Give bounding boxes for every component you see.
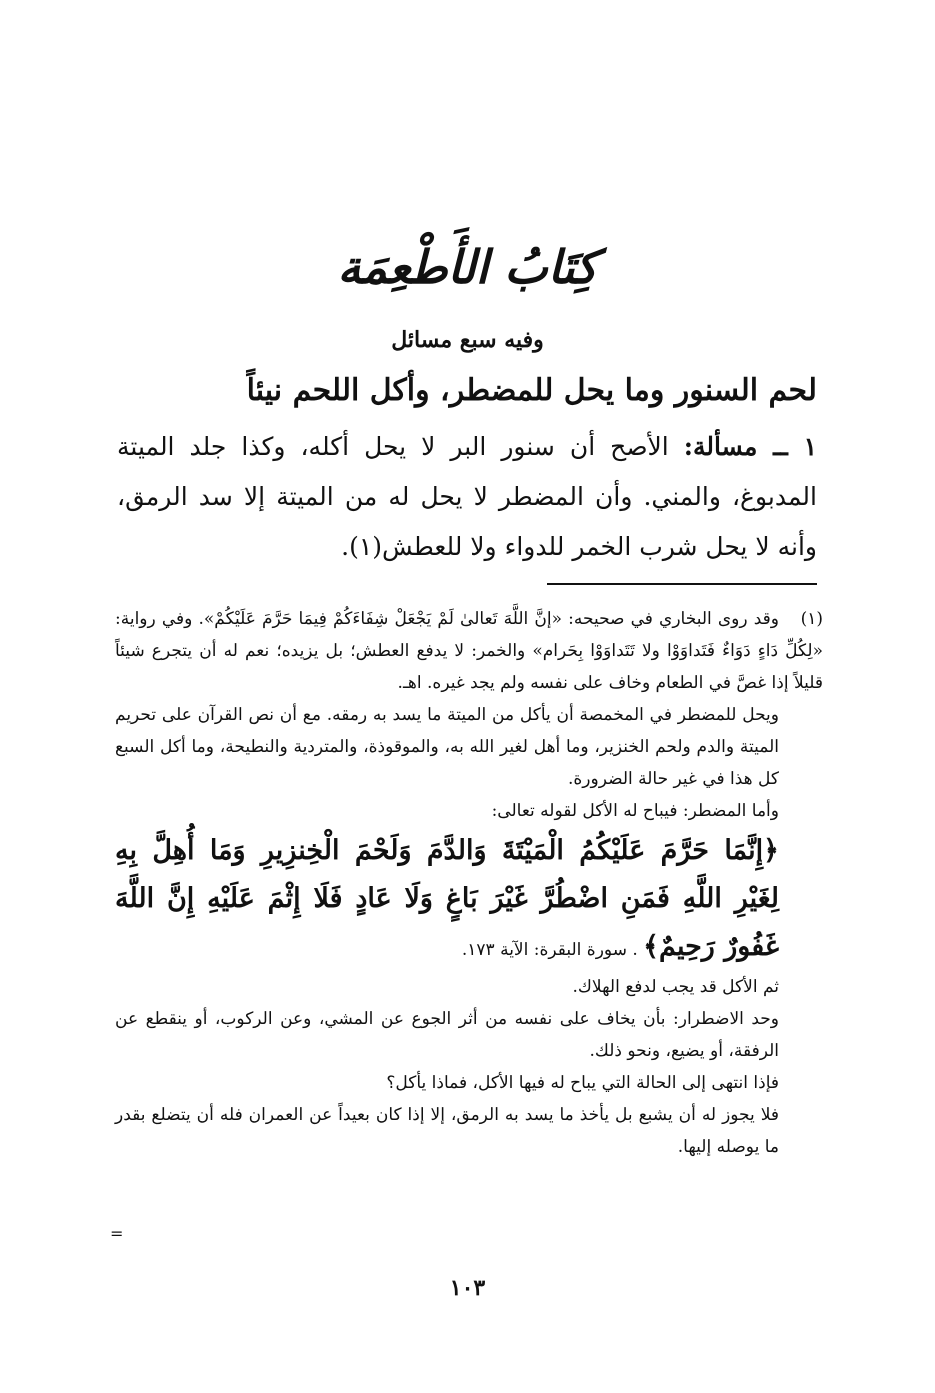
footnote-text: وقد روى البخاري في صحيحه: «إنَّ اللَّهَ تَعالىٰ لَمْ يَجْعَلْ شِفَاءَكُمْ فِيمَا حَرَّمَ عَلَيْكُمْ». وفي رواية: «لِكُلِّ دَاءٍ دَوَاءٌ فَتَداوَوْا ولا تَتَداوَوْا بِحَرام» والخمر: لا يدفع العطش؛ بل يزيده؛ نعم له أن يتجرع شيئاً قليلاً إذا غصَّ في الطعام وخاف على نفسه ولم يجد غيره. اهـ. [115,609,823,693]
footnote-paragraph [115,603,823,699]
footnote-paragraph: فلا يجوز له أن يشبع بل يأخذ ما يسد به الرمق، إلا إذا كان بعيداً عن العمران فله أن يتضلع بقدر ما يوصله إليها. [115,1105,779,1157]
footnote-paragraph: ويحل للمضطر في المخمصة أن يأكل من الميتة ما يسد به رمقه. مع أن نص القرآن على تحريم الميتة والدم ولحم الخنزير، وما أهل لغير الله به، والموقوذة، والمتردية والنطيحة، وما أكل السبع كل هذا في غير حالة الضرورة. [115,705,779,789]
footnote-separator [547,583,817,585]
footnote-paragraph: وأما المضطر: فيباح له الأكل لقوله تعالى: [491,801,779,821]
continuation-mark: = [110,1224,124,1243]
footnote-paragraph: ثم الأكل قد يجب لدفع الهلاك. [572,977,779,997]
footnote-number: (١) [800,609,823,629]
quran-reference: . سورة البقرة: الآية ١٧٣. [461,940,638,960]
footnotes-block [115,603,823,1163]
footnote-paragraph: فإذا انتهى إلى الحالة التي يباح له فيها الأكل، فماذا يأكل؟ [386,1073,779,1093]
footnote-paragraph: وحد الاضطرار: بأن يخاف على نفسه من أثر الجوع عن المشي، وعن الركوب، أو ينقطع عن الرفقة، أو يضيع، ونحو ذلك. [115,1009,779,1061]
page-number: ١٠٣ [449,1275,486,1301]
quran-verse-paragraph [115,827,823,971]
issue-text: الأصح أن سنور البر لا يحل أكله، وكذا جلد الميتة المدبوغ، والمني. وأن المضطر لا يحل له من الميتة إلا سد الرمق، وأنه لا يحل شرب الخمر للدواء ولا للعطش(١). [117,432,817,561]
issue-label: ١ ــ مسألة: [683,432,818,461]
section-heading: لحم السنور وما يحل للمضطر، وأكل اللحم نيئاً [246,373,817,408]
main-paragraph [117,422,817,572]
quran-verse: ﴿إِنَّمَا حَرَّمَ عَلَيْكُمُ الْمَيْتَةَ وَالدَّمَ وَلَحْمَ الْخِنزِيرِ وَمَا أُهِلَّ بِهِ لِغَيْرِ اللَّهِ فَمَنِ اضْطُرَّ غَيْرَ بَاغٍ وَلَا عَادٍ فَلَا إِثْمَ عَلَيْهِ إِنَّ اللَّهَ غَفُورٌ رَحِيمٌ﴾ [115,835,779,962]
chapter-title: كِتَابُ الأَطْعِمَة [337,240,598,294]
chapter-subtitle: وفيه سبع مسائل [391,327,544,353]
